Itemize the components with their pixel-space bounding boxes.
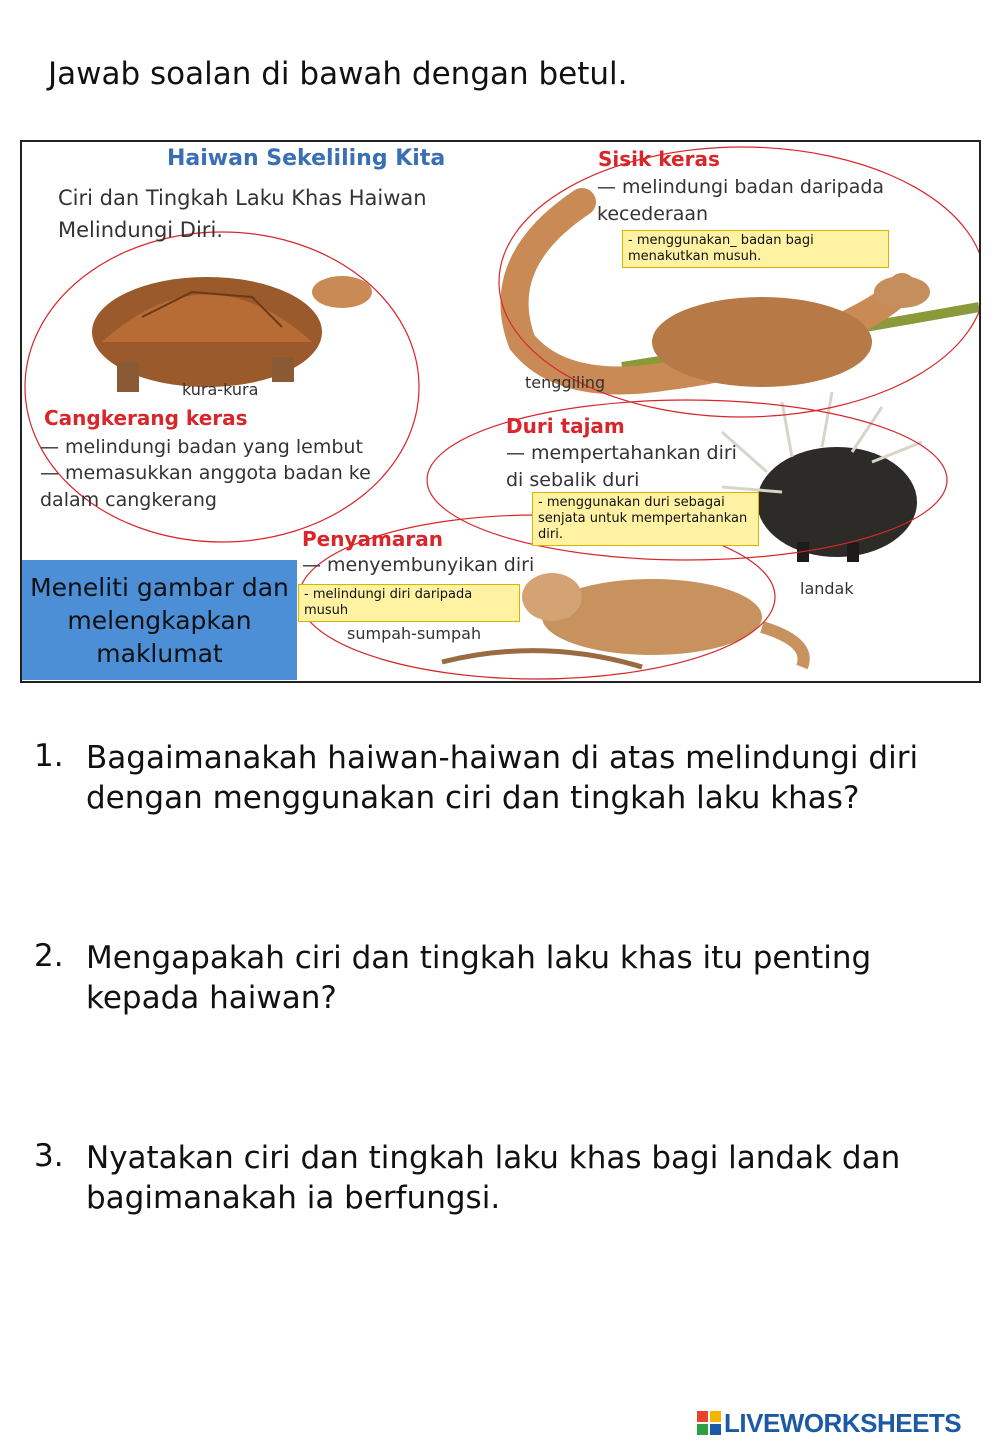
pangolin-point-1: — melindungi badan daripada kecederaan: [597, 176, 885, 225]
question-text: Bagaimanakah haiwan-haiwan di atas melindungi diri dengan menggunakan ciri dan tingkah laku khas?: [86, 740, 919, 816]
chameleon-answer-note: - melindungi diri daripada musuh: [298, 584, 520, 622]
chameleon-label: sumpah-sumpah: [347, 624, 482, 643]
chameleon-point-1: — menyembunyikan diri: [302, 554, 535, 576]
turtle-point-1: — melindungi badan yang lembut: [40, 436, 363, 458]
question-number: 1.: [34, 738, 64, 774]
question-number: 3.: [34, 1138, 64, 1174]
liveworksheets-logo-icon: [697, 1411, 721, 1435]
porcupine-point-1: — mempertahankan diri di sebalik duri: [506, 442, 737, 491]
chameleon-heading: Penyamaran: [302, 527, 443, 551]
question-text: Nyatakan ciri dan tingkah laku khas bagi landak dan bagimanakah ia berfungsi.: [86, 1140, 901, 1216]
animal-protection-figure: [20, 140, 981, 683]
pangolin-answer-note: - menggunakan_ badan bagi menakutkan musuh.: [622, 230, 889, 268]
question-text: Mengapakah ciri dan tingkah laku khas itu penting kepada haiwan?: [86, 940, 872, 1016]
porcupine-heading: Duri tajam: [506, 414, 625, 438]
pangolin-heading: Sisik keras: [598, 147, 720, 171]
turtle-point-2: — memasukkan anggota badan ke dalam cangkerang: [40, 462, 371, 511]
porcupine-answer-note: - menggunakan duri sebagai senjata untuk mempertahankan diri.: [532, 492, 759, 546]
instruction-text: Jawab soalan di bawah dengan betul.: [48, 56, 628, 92]
figure-title: Haiwan Sekeliling Kita: [167, 146, 446, 171]
liveworksheets-brand[interactable]: LIVEWORKSHEETS: [724, 1408, 962, 1438]
question-number: 2.: [34, 938, 64, 974]
turtle-illustration: [92, 276, 372, 392]
activity-box: Meneliti gambar dan melengkapkan maklumat: [22, 560, 297, 680]
figure-subtitle: Ciri dan Tingkah Laku Khas Haiwan Melindungi Diri.: [58, 186, 427, 242]
pangolin-label: tenggiling: [525, 373, 606, 392]
turtle-heading: Cangkerang keras: [44, 406, 248, 430]
turtle-label: kura-kura: [182, 380, 259, 399]
porcupine-label: landak: [800, 579, 854, 598]
